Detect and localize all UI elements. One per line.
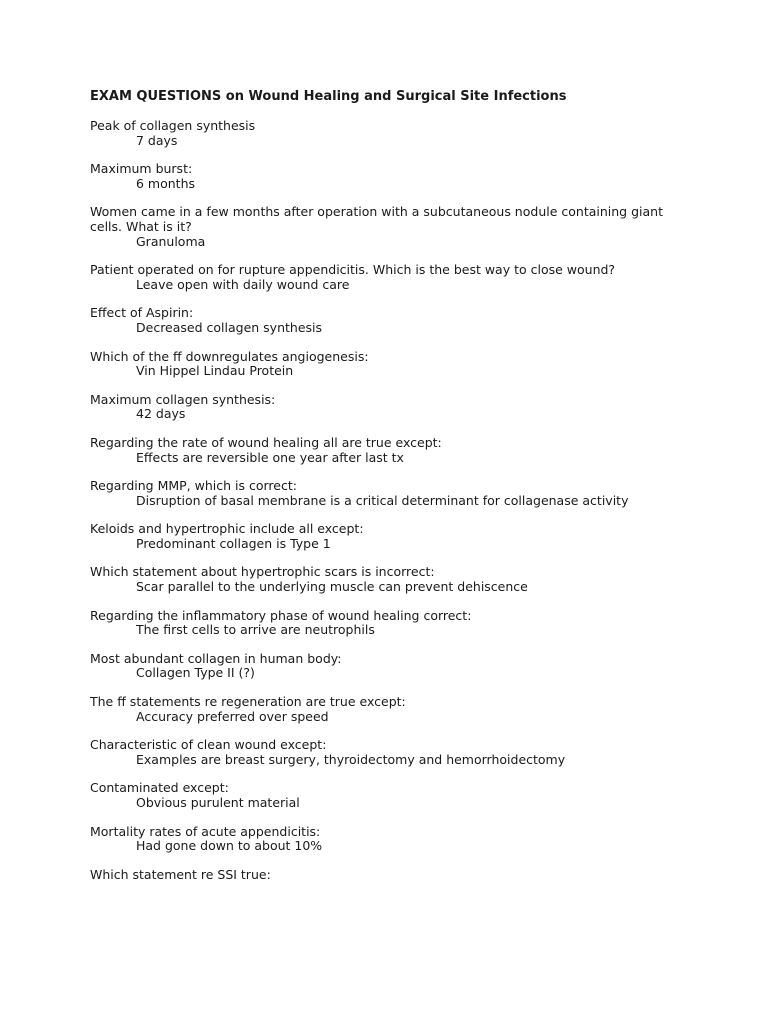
answer-text: The first cells to arrive are neutrophils: [136, 622, 375, 638]
answer-text: 7 days: [136, 132, 178, 148]
qa-item: [90, 522, 690, 551]
answer-text: Collagen Type II (?): [136, 665, 255, 681]
answer-text: Granuloma: [136, 233, 206, 249]
qa-item: [90, 479, 690, 508]
answer-text: Examples are breast surgery, thyroidectomy and hemorrhoidectomy: [136, 751, 566, 767]
answer-text: Had gone down to about 10%: [136, 838, 323, 854]
question-text: Regarding the rate of wound healing all are true except:: [90, 434, 442, 450]
qa-item: [90, 781, 690, 810]
qa-item: [90, 565, 690, 594]
document-content: [90, 89, 690, 896]
question-text: Peak of collagen synthesis: [90, 118, 256, 133]
qa-item: [90, 162, 690, 191]
question-text: Regarding the inflammatory phase of wound healing correct:: [90, 607, 472, 623]
question-text: Most abundant collagen in human body:: [90, 650, 342, 666]
answer-text: Decreased collagen synthesis: [136, 319, 323, 335]
question-text: Which statement re SSI true:: [90, 866, 271, 882]
qa-item: [90, 609, 690, 638]
qa-item: [90, 263, 690, 292]
answer-text: Vin Hippel Lindau Protein: [136, 363, 294, 379]
answer-text: 6 months: [136, 175, 196, 191]
answer-text: Leave open with daily wound care: [136, 276, 350, 292]
question-text: Maximum burst:: [90, 161, 193, 177]
answer-text: 42 days: [136, 406, 186, 422]
answer-text: Disruption of basal membrane is a critical determinant for collagenase activity: [136, 492, 629, 508]
question-text: Effect of Aspirin:: [90, 305, 194, 321]
question-text: Women came in a few months after operation with a subcutaneous nodule containing giant cells. What is it?: [90, 204, 663, 234]
qa-item: [90, 868, 690, 883]
qa-item: [90, 119, 690, 148]
qa-item: [90, 695, 690, 724]
answer-text: Obvious purulent material: [136, 795, 300, 810]
qa-item: [90, 652, 690, 681]
question-text: Keloids and hypertrophic include all except:: [90, 521, 364, 537]
question-text: Regarding MMP, which is correct:: [90, 478, 297, 494]
answer-text: Effects are reversible one year after last tx: [136, 449, 404, 465]
answer-text: Scar parallel to the underlying muscle can prevent dehiscence: [136, 579, 528, 595]
question-text: Maximum collagen synthesis:: [90, 391, 276, 407]
question-text: Characteristic of clean wound except:: [90, 737, 327, 753]
answer-text: Predominant collagen is Type 1: [136, 535, 331, 551]
question-text: Mortality rates of acute appendicitis:: [90, 823, 321, 839]
question-text: Which statement about hypertrophic scars is incorrect:: [90, 564, 435, 580]
question-text: Patient operated on for rupture appendicitis. Which is the best way to close wound?: [90, 262, 616, 278]
qa-item: [90, 738, 690, 767]
qa-item: [90, 825, 690, 854]
answer-text: Accuracy preferred over speed: [136, 708, 329, 724]
document-title: EXAM QUESTIONS on Wound Healing and Surgical Site Infections: [90, 89, 567, 104]
question-text: Which of the ff downregulates angiogenesis:: [90, 348, 369, 364]
qa-item: [90, 350, 690, 379]
qa-item: [90, 306, 690, 335]
question-text: The ff statements re regeneration are true except:: [90, 694, 406, 710]
qa-item: [90, 436, 690, 465]
qa-item: [90, 393, 690, 422]
question-text: Contaminated except:: [90, 780, 229, 796]
qa-item: [90, 205, 690, 249]
